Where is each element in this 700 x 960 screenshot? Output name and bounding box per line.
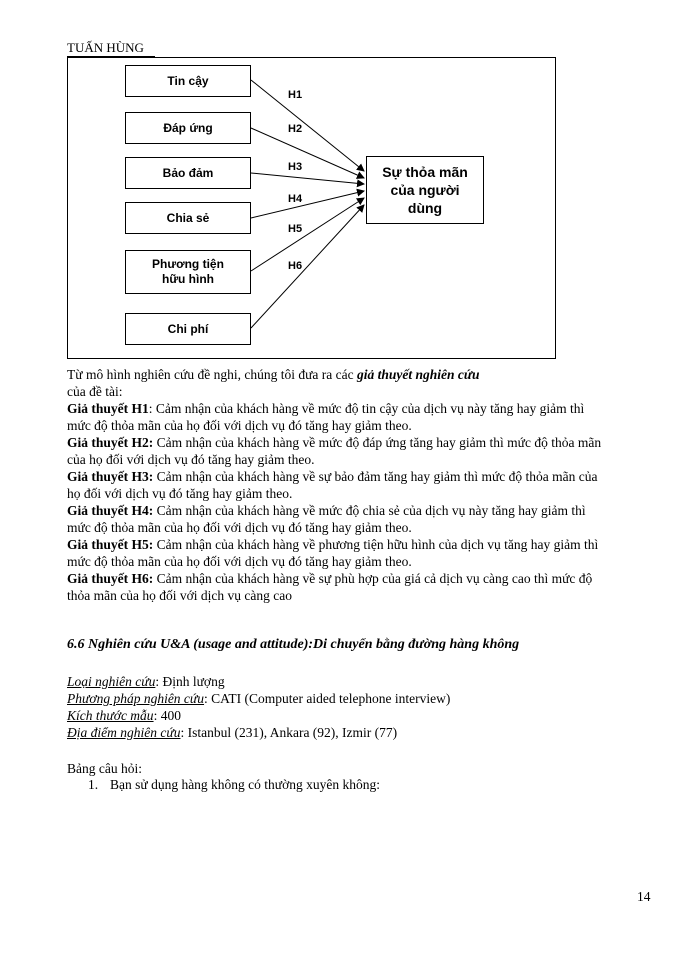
study-location [67,724,450,741]
arrow-h4 [251,191,364,218]
study-type-label: Loại nghiên cứu [67,674,156,689]
hypothesis-label: Giả thuyết H4: [67,503,154,518]
study-size-label: Kích thước mẫu [67,708,154,723]
label-h6: H6 [288,260,303,272]
outcome-line-1: Sự thỏa mãn [382,164,468,180]
page-number: 14 [637,889,651,904]
section-heading: 6.6 Nghiên cứu U&A (usage and attitude):Di chuyển bằng đường hàng không [67,637,520,652]
study-size-value: : 400 [153,708,181,723]
factor-dap-ung: Đáp ứng [125,112,251,144]
arrow-h6 [251,205,364,328]
factor-5-line-1: Phương tiện [152,257,224,271]
questionnaire-title: Bảng câu hỏi: [67,761,142,776]
hypothesis-text: : Cảm nhận của khách hàng về mức độ tin cậy của dịch vụ này tăng hay giảm thì mức độ thỏa mãn của họ đối với dịch vụ đó tăng hay giảm theo. [67,401,585,433]
label-h4: H4 [288,193,303,205]
header-author: TUẤN HÙNG [67,40,144,55]
hypothesis-h6 [67,570,607,604]
study-type [67,673,450,690]
study-location-value: : Istanbul (231), Ankara (92), Izmir (77) [180,725,398,740]
question-text: Bạn sử dụng hàng không có thường xuyên không: [110,777,380,792]
hypothesis-h2 [67,434,607,468]
factor-tin-cay: Tin cậy [125,65,251,97]
factor-chia-se: Chia sẻ [125,202,251,234]
hypothesis-h3 [67,468,607,502]
study-method-value: : CATI (Computer aided telephone interview) [204,691,451,706]
arrow-h5 [251,198,364,271]
hypothesis-h1 [67,400,607,434]
arrow-h3 [251,173,364,184]
factor-5-line-2: hữu hình [161,272,214,286]
hypothesis-label: Giả thuyết H3: [67,469,154,484]
intro-before: Từ mô hình nghiên cứu đề nghi, chúng tôi đưa ra các [67,367,357,382]
study-type-value: : Định lượng [155,674,225,689]
study-size [67,707,450,724]
intro-after: của đề tài: [67,384,123,399]
hypothesis-label: Giả thuyết H2: [67,435,154,450]
label-h2: H2 [288,123,303,135]
arrow-h2 [251,128,364,178]
outcome-user-satisfaction [366,156,484,224]
outcome-line-3: dùng [407,200,443,216]
hypothesis-text: Cảm nhận của khách hàng về phương tiện hữu hình của dịch vụ tăng hay giảm thì mức độ thỏa mãn của họ đối với dịch vụ đó tăng hay giảm theo. [67,537,599,569]
hypothesis-text: Cảm nhận của khách hàng về sự bảo đảm tăng hay giảm thì mức độ thỏa mãn của họ đối với dịch vụ đó tăng hay giảm theo. [67,469,598,501]
study-method-label: Phương pháp nghiên cứu [67,691,205,706]
arrow-h1 [251,80,364,171]
hypothesis-text: Cảm nhận của khách hàng về sự phù hợp của giá cả dịch vụ càng cao thì mức độ thỏa mãn của họ đối với dịch vụ càng cao [67,571,593,603]
hypothesis-h4 [67,502,607,536]
study-method [67,690,450,707]
factor-phuong-tien-huu-hinh [125,250,251,294]
hypothesis-text: Cảm nhận của khách hàng về mức độ chia sẻ của dịch vụ này tăng hay giảm thì mức độ thỏa mãn của họ đối với dịch vụ đó tăng hay giảm theo. [67,503,586,535]
hypothesis-text: Cảm nhận của khách hàng về mức độ đáp ứng tăng hay giảm thì mức độ thỏa mãn của họ đối với dịch vụ đó tăng hay giảm theo. [67,435,602,467]
hypothesis-label: Giả thuyết H5: [67,537,154,552]
hypothesis-list [67,400,607,604]
question-1 [88,777,380,793]
hypothesis-h5 [67,536,607,570]
hypothesis-label: Giả thuyết H6: [67,571,154,586]
question-number: 1. [88,777,99,792]
hypothesis-label: Giả thuyết H1 [67,401,149,416]
factor-chi-phi: Chi phí [125,313,251,345]
factor-bao-dam: Bảo đảm [125,157,251,189]
label-h1: H1 [288,89,303,101]
intro-emphasis: giả thuyết nghiên cứu [357,367,480,382]
label-h3: H3 [288,161,303,173]
research-model-diagram [67,57,556,359]
outcome-line-2: của người [390,182,460,198]
label-h5: H5 [288,223,303,235]
intro-paragraph [67,366,607,400]
study-location-label: Địa điểm nghiên cứu [67,725,181,740]
study-info [67,673,450,741]
